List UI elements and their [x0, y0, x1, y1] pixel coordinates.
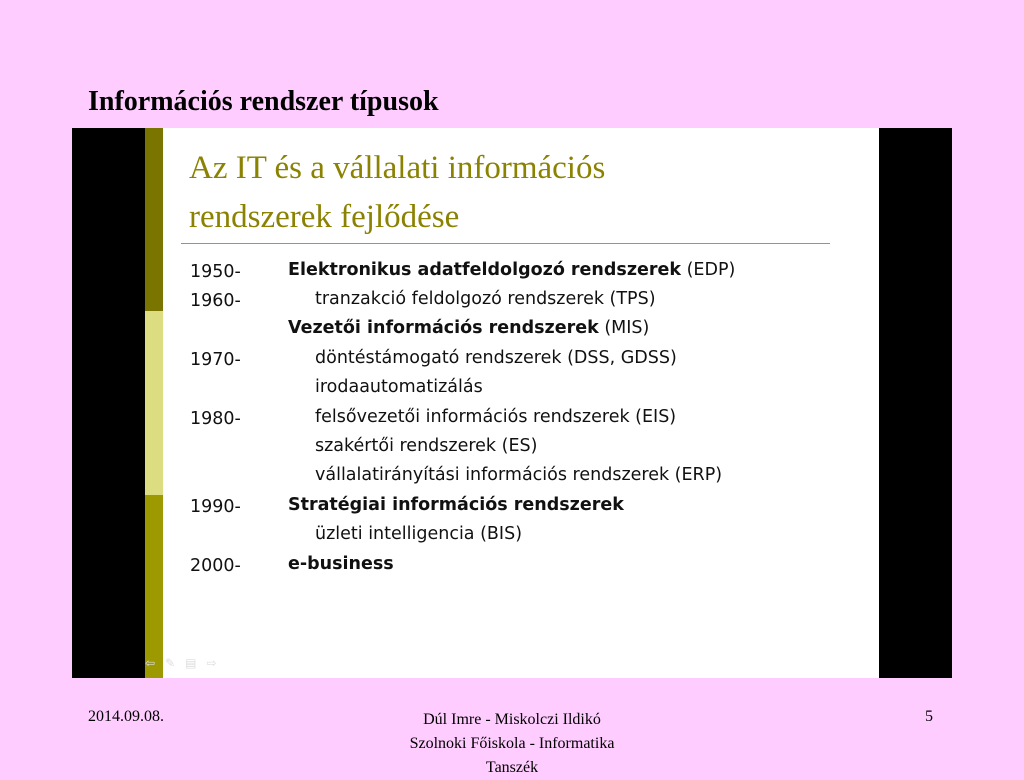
timeline-item [288, 495, 624, 515]
timeline-row [145, 258, 845, 287]
forward-arrow-icon[interactable]: ⇨ [206, 656, 227, 670]
timeline-item [315, 465, 722, 485]
timeline-row [145, 434, 845, 463]
inner-heading [189, 144, 789, 242]
timeline-year: 1980- [190, 409, 241, 429]
slideshow-toolbar[interactable] [145, 656, 227, 670]
timeline-item-bold: Elektronikus adatfeldolgozó rendszerek [288, 260, 682, 280]
menu-icon[interactable]: ▤ [185, 656, 207, 670]
timeline-item [315, 289, 656, 309]
timeline-year: 1950- [190, 262, 241, 282]
slide-title: Információs rendszer típusok [88, 86, 439, 117]
timeline-item-text: tranzakció feldolgozó rendszerek (TPS) [315, 289, 656, 309]
timeline-item [288, 554, 394, 574]
footer-institution-line-2: Tanszék [485, 759, 539, 776]
timeline-row [145, 522, 845, 551]
timeline-item-text: üzleti intelligencia (BIS) [315, 524, 523, 544]
timeline-year: 1970- [190, 350, 241, 370]
timeline-item-text: vállalatirányítási információs rendszerek (ERP) [315, 465, 723, 485]
timeline-row [145, 346, 845, 375]
timeline-item-text: irodaautomatizálás [315, 377, 483, 397]
timeline-item [288, 260, 735, 280]
timeline-row [145, 493, 845, 522]
footer-authors [362, 708, 662, 780]
timeline-item [288, 318, 649, 338]
timeline-year: 2000- [190, 556, 241, 576]
timeline-item [315, 348, 677, 368]
timeline-item-bold: Stratégiai információs rendszerek [288, 495, 624, 515]
footer-date: 2014.09.08. [88, 708, 164, 725]
footer-author-line: Dúl Imre - Miskolczi Ildikó [423, 711, 601, 728]
timeline-row [145, 287, 845, 316]
timeline-row [145, 405, 845, 434]
timeline-item [315, 407, 676, 427]
timeline-item-text: felsővezetői információs rendszerek (EIS) [315, 407, 677, 427]
timeline-item [315, 524, 522, 544]
back-arrow-icon[interactable]: ⇦ [145, 656, 166, 670]
timeline-item-text: (EDP) [681, 260, 736, 280]
timeline-item-text: döntéstámogató rendszerek (DSS, GDSS) [315, 348, 677, 368]
timeline-item-bold: e-business [288, 554, 394, 574]
timeline-item [315, 436, 537, 456]
timeline-row [145, 463, 845, 492]
timeline-row [145, 316, 845, 345]
inner-heading-line-2: rendszerek fejlődése [189, 199, 460, 235]
timeline-item-text: (MIS) [598, 318, 650, 338]
timeline-item-bold: Vezetői információs rendszerek [288, 318, 599, 338]
timeline-year: 1960- [190, 291, 241, 311]
pen-icon[interactable]: ✎ [165, 656, 186, 670]
timeline-item [315, 377, 483, 397]
timeline-item-text: szakértői rendszerek (ES) [315, 436, 538, 456]
timeline-row [145, 552, 845, 581]
footer-institution-line-1: Szolnoki Főiskola - Informatika [409, 735, 615, 752]
embedded-slide-image [72, 128, 952, 678]
timeline-row [145, 375, 845, 404]
timeline-year: 1990- [190, 497, 241, 517]
inner-heading-line-1: Az IT és a vállalati információs [189, 150, 606, 186]
inner-slide [145, 128, 879, 678]
page-number: 5 [925, 708, 933, 725]
heading-divider [181, 243, 830, 244]
